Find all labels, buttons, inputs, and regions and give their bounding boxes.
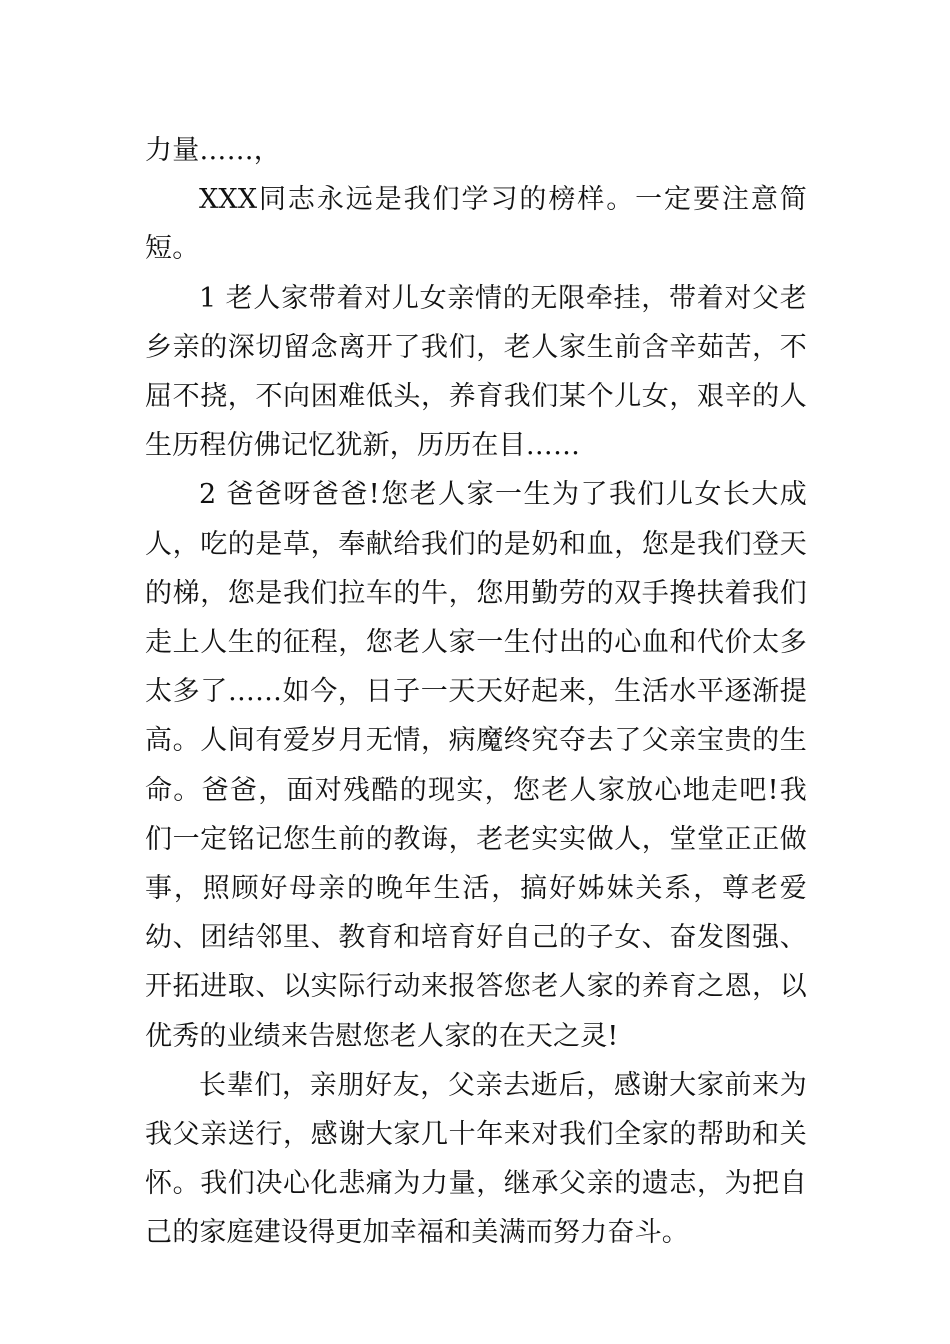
paragraph-continuation: 力量……， (145, 135, 281, 166)
paragraph-item-2: 2 爸爸呀爸爸!您老人家一生为了我们儿女长大成人，吃的是草，奉献给我们的是奶和血，您是我们登天的梯，您是我们拉车的牛，您用勤劳的双手搀扶着我们走上人生的征程，您老人家一生付出的心血和代价太多太多了……如今，日子一天天好起来，生活水平逐渐提高。人间有爱岁月无情，病魔终究夺去了父亲宝贵的生命。爸爸，面对残酷的现实，您老人家放心地走吧!我们一定铭记您生前的教诲，老老实实做人，堂堂正正做事，照顾好母亲的晚年生活，搞好姊妹关系，尊老爱幼、团结邻里、教育和培育好自己的子女、奋发图强、开拓进取、以实际行动来报答您老人家的养育之恩，以优秀的业绩来告慰您老人家的在天之灵! (145, 479, 807, 1052)
paragraph-item-1: 1 老人家带着对儿女亲情的无限牵挂，带着对父老乡亲的深切留念离开了我们，老人家生前含辛茹苦，不屈不挠，不向困难低头，养育我们某个儿女，艰辛的人生历程仿佛记忆犹新，历历在目…… (145, 282, 807, 462)
document-body (145, 126, 807, 1258)
paragraph-role-model: XXX同志永远是我们学习的榜样。一定要注意简短。 (145, 184, 807, 265)
paragraph-thanks: 长辈们，亲朋好友，父亲去逝后，感谢大家前来为我父亲送行，感谢大家几十年来对我们全家的帮助和关怀。我们决心化悲痛为力量，继承父亲的遗志，为把自己的家庭建设得更加幸福和美满而努力奋斗。 (145, 1069, 807, 1249)
